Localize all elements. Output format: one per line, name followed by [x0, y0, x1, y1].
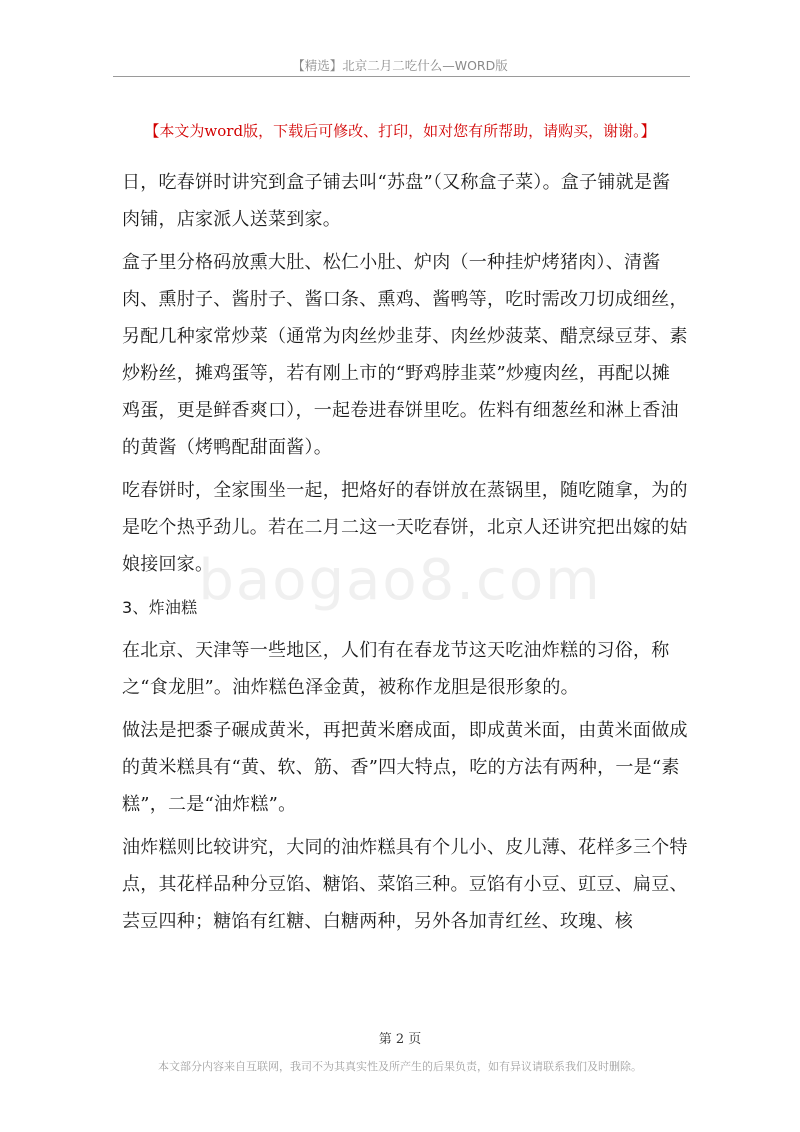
document-body	[122, 164, 688, 946]
paragraph: 油炸糕则比较讲究，大同的油炸糕具有个儿小、皮儿薄、花样多三个特点，其花样品种分豆馅、糖馅、菜馅三种。豆馅有小豆、豇豆、扁豆、芸豆四种；糖馅有红糖、白糖两种，另外各加青红丝、玫瑰、核	[122, 837, 688, 932]
page-number: 第 2 页	[378, 1032, 422, 1047]
paragraph: 吃春饼时，全家围坐一起，把烙好的春饼放在蒸锅里，随吃随拿，为的是吃个热乎劲儿。若在二月二这一天吃春饼，北京人还讲究把出嫁的姑娘接回家。	[122, 480, 688, 575]
paragraph: 在北京、天津等一些地区，人们有在春龙节这天吃油炸糕的习俗，称之“食龙胆”。油炸糕色泽金黄，被称作龙胆是很形象的。	[122, 640, 670, 698]
section-heading: 3、炸油糕	[122, 598, 198, 617]
paragraph: 做法是把黍子碾成黄米，再把黄米磨成面，即成黄米面，由黄米面做成的黄米糕具有“黄、软、筋、香”四大特点，吃的方法有两种，一是“素糕”，二是“油炸糕”。	[122, 720, 688, 815]
paragraph: 日，吃春饼时讲究到盒子铺去叫“苏盘”（又称盒子菜）。盒子铺就是酱肉铺，店家派人送菜到家。	[122, 172, 671, 230]
page-footer: 本文部分内容来自互联网，我司不为其真实性及所产生的后果负责，如有异议请联系我们及时删除。	[158, 1060, 642, 1073]
paragraph: 盒子里分格码放熏大肚、松仁小肚、炉肉（一种挂炉烤猪肉）、清酱肉、熏肘子、酱肘子、酱口条、熏鸡、酱鸭等，吃时需改刀切成细丝，另配几种家常炒菜（通常为肉丝炒韭芽、肉丝炒菠菜、醋烹绿豆芽、素炒粉丝，摊鸡蛋等，若有刚上市的“野鸡脖韭菜”炒瘦肉丝，再配以摊鸡蛋，更是鲜香爽口），一起卷进春饼里吃。佐料有细葱丝和淋上香油的黄酱（烤鸭配甜面酱）。	[122, 252, 688, 458]
header-divider	[113, 76, 690, 77]
notice-banner: 【本文为word版，下载后可修改、打印，如对您有所帮助，请购买，谢谢。】	[144, 122, 656, 140]
watermark: baogao8.com	[198, 548, 602, 613]
page-header: 【精选】北京二月二吃什么—WORD版	[292, 58, 508, 73]
